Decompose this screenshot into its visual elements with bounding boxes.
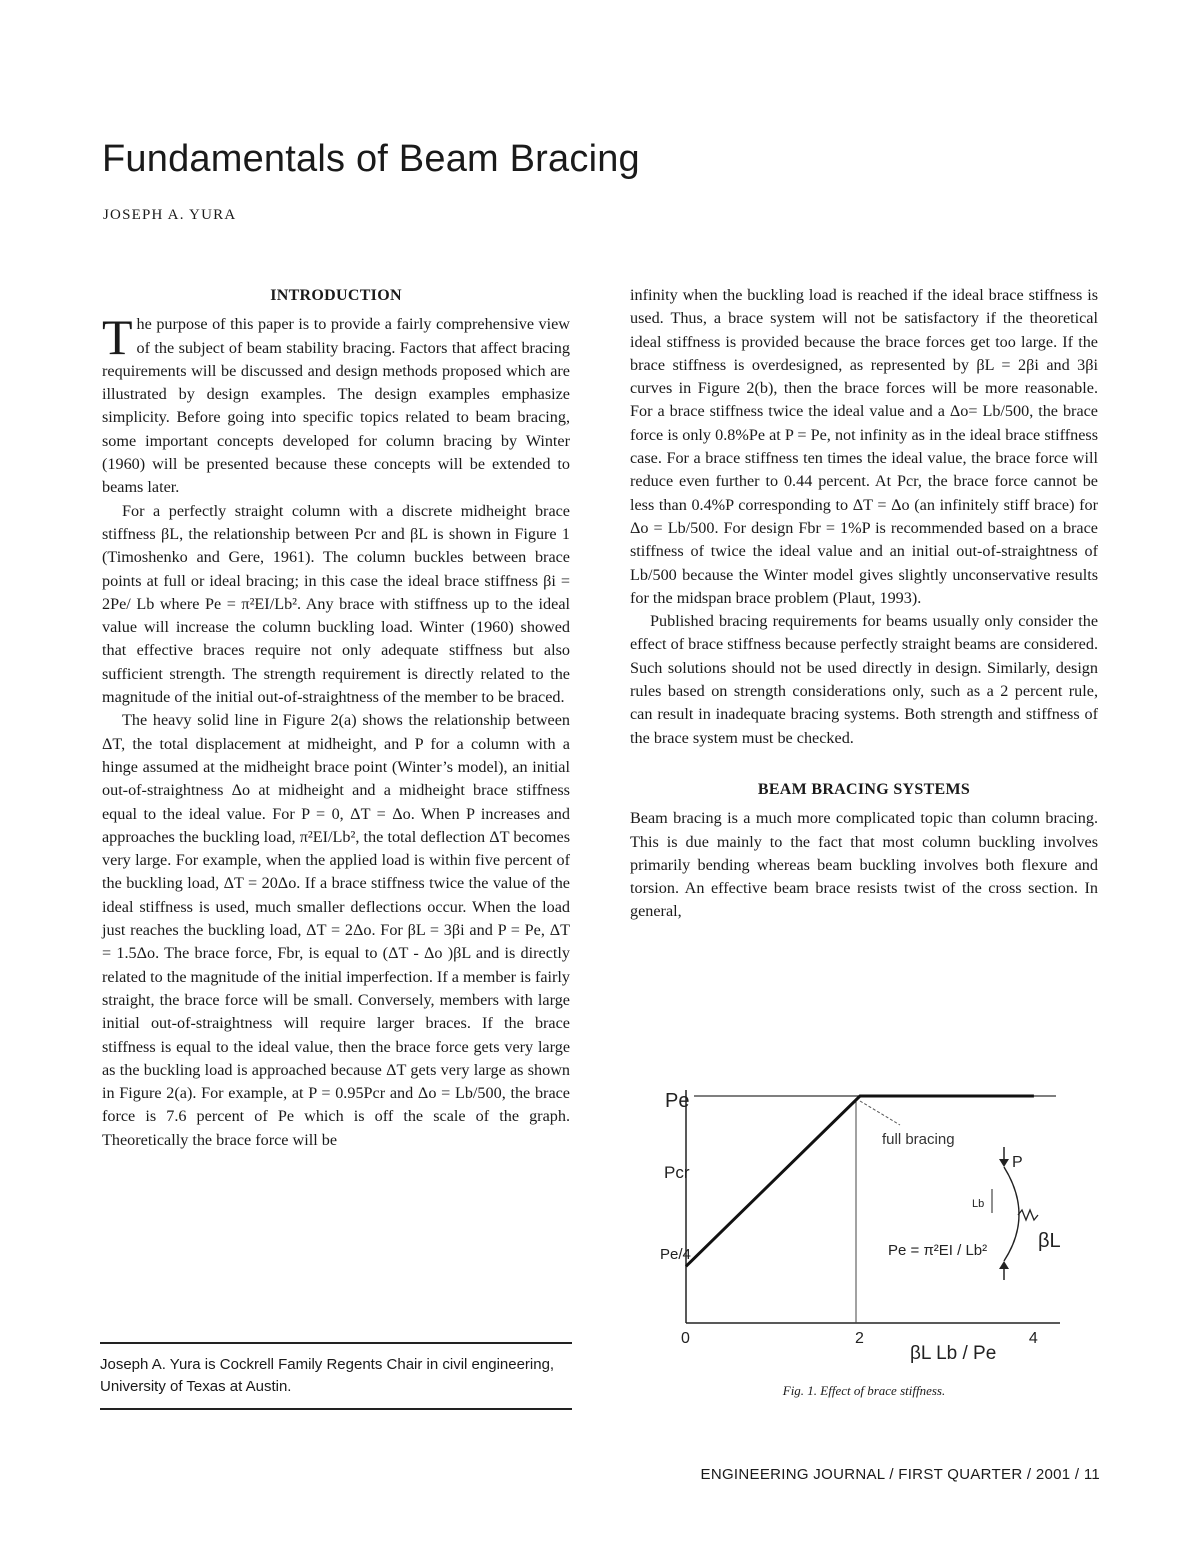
label-pe: Pe — [665, 1090, 690, 1112]
load-arrowhead-top — [999, 1159, 1009, 1167]
column-sketch — [1004, 1167, 1019, 1261]
section-heading-beam-bracing: BEAM BRACING SYSTEMS — [757, 780, 971, 798]
author-name: JOSEPH A. YURA — [103, 207, 237, 223]
section-heading-introduction: INTRODUCTION — [270, 287, 402, 304]
label-full-bracing: full bracing — [882, 1131, 955, 1148]
intro-paragraph-3: The heavy solid line in Figure 2(a) shows the relationship between ΔT, the total displacement at midheight, and P for a column with a hinge assumed at the midheight brace point (Winter’s model), an initial out-of-straightness Δo at midheight and a midheight brace stiffness equal to the ideal value. For P = 0, ΔT = Δo. When P increases and approaches the buckling load, π²EI/Lb², the total deflection ΔT becomes very large. For example, when the applied load is within five percent of the buckling load, ΔT = 20Δo. If a brace stiffness twice the value of the ideal stiffness is used, much smaller deflections occur. When the load just reaches the buckling load, ΔT = 2Δo. For βL = 3βi and P = Pe, ΔT = 1.5Δo. The brace force, Fbr, is equal to (ΔT - Δo )βL and is directly related to the magnitude of the initial imperfection. If a member is fairly straight, the brace force will be small. Conversely, members with large initial out-of-straightness will require larger braces. If the brace stiffness is equal to the ideal value, then the brace force gets very large as the buckling load is approached because ΔT gets very large as shown in Figure 2(a). For example, at P = 0.95Pcr and Δo = Lb/500, the brace force is 7.6 percent of Pe which is off the scale of the graph. Theoretically the brace force will be — [102, 711, 570, 1149]
brace-stiffness-curve — [686, 1096, 1034, 1266]
label-formula: Pe = π²EI / Lb² — [888, 1242, 988, 1259]
intro-paragraph-2: For a perfectly straight column with a discrete midheight brace stiffness βL, the relationship between Pcr and βL is shown in Figure 1 (Timoshenko and Gere, 1961). The column buckles between brace points at full or ideal bracing; in this case the ideal brace stiffness βi = 2Pe/ Lb where Pe = π²EI/Lb². Any brace with stiffness up to the ideal value will increase the column buckling load. Winter (1960) showed that effective braces require not only adequate stiffness but also sufficient strength. The strength requirement is directly related to the magnitude of the initial out-of-straightness of the member to be braced. — [102, 501, 570, 707]
load-arrowhead-bottom — [999, 1261, 1009, 1269]
beam-paragraph-1: Beam bracing is a much more complicated topic than column bracing. This is due mainly to the fact that most column buckling involves primarily bending whereas beam buckling involves both flexure and torsion. An effective beam brace resists twist of the cross section. In general, — [630, 809, 1098, 921]
right-column — [630, 284, 1098, 924]
spring-icon — [1018, 1210, 1038, 1220]
intro-paragraph-1 — [102, 309, 570, 499]
x-tick-0: 0 — [681, 1330, 690, 1347]
label-lb: Lb — [972, 1198, 985, 1210]
label-p: P — [1012, 1154, 1023, 1171]
intro-paragraph-1-text: he purpose of this paper is to provide a fairly comprehensive view of the subject of beam stability bracing. Factors that affect bracing requirements will be discussed and design methods proposed which are illustrated by design examples. The design examples emphasize simplicity. Before going into specific topics related to beam bracing, some important concepts developed for column bracing by Winter (1960) will be presented because these concepts will be extended to beams later. — [102, 315, 570, 497]
x-axis-label: βL Lb / Pe — [910, 1343, 997, 1364]
page-footer: ENGINEERING JOURNAL / FIRST QUARTER / 2001 / 11 — [700, 1466, 1100, 1483]
label-beta-l: βL — [1038, 1230, 1061, 1252]
label-pe-over-4: Pe/4 — [660, 1246, 691, 1263]
x-tick-2: 2 — [854, 1330, 864, 1347]
section-spacer — [630, 750, 1098, 778]
paper-title: Fundamentals of Beam Bracing — [102, 138, 640, 180]
figure-1-chart — [640, 1075, 1080, 1375]
left-column — [102, 284, 570, 1152]
right-paragraph-2: Published bracing requirements for beams usually only consider the effect of brace stiffness because perfectly straight beams are considered. Such solutions should not be used directly in design. Similarly, design rules based on strength considerations only, such as a 2 percent rule, can result in inadequate bracing systems. Both strength and stiffness of the brace system must be checked. — [630, 612, 1098, 747]
drop-cap: T — [102, 309, 133, 366]
figure-caption: Fig. 1. Effect of brace stiffness. — [782, 1383, 946, 1398]
author-footnote: Joseph A. Yura is Cockrell Family Regents Chair in civil engineering, University of Texas at Austin. — [100, 1342, 572, 1410]
x-tick-4: 4 — [1028, 1330, 1038, 1347]
full-bracing-leader — [860, 1101, 900, 1125]
right-paragraph-1: infinity when the buckling load is reached if the ideal brace stiffness is used. Thus, a brace system will not be satisfactory if the theoretical ideal stiffness is provided because the brace forces get too large. If the brace stiffness is overdesigned, as represented by βL = 2βi and 3βi curves in Figure 2(b), then the brace forces will be more reasonable. For a brace stiffness twice the ideal value and a Δo= Lb/500, the brace force is only 0.8%Pe at P = Pe, not infinity as in the ideal brace stiffness case. For a brace stiffness ten times the ideal value, the brace force will reduce even further to 0.44 percent. At Pcr, the brace force cannot be less than 0.4%P corresponding to ΔT = Δo (an infinitely stiff brace) for Δo = Lb/500. For design Fbr = 1%P is recommended based on a brace stiffness of twice the ideal value and an initial out-of-straightness of Lb/500 because the Winter model gives slightly unconservative results for the midspan brace problem (Plaut, 1993). — [630, 286, 1098, 607]
label-pcr: Pcr — [664, 1163, 690, 1182]
